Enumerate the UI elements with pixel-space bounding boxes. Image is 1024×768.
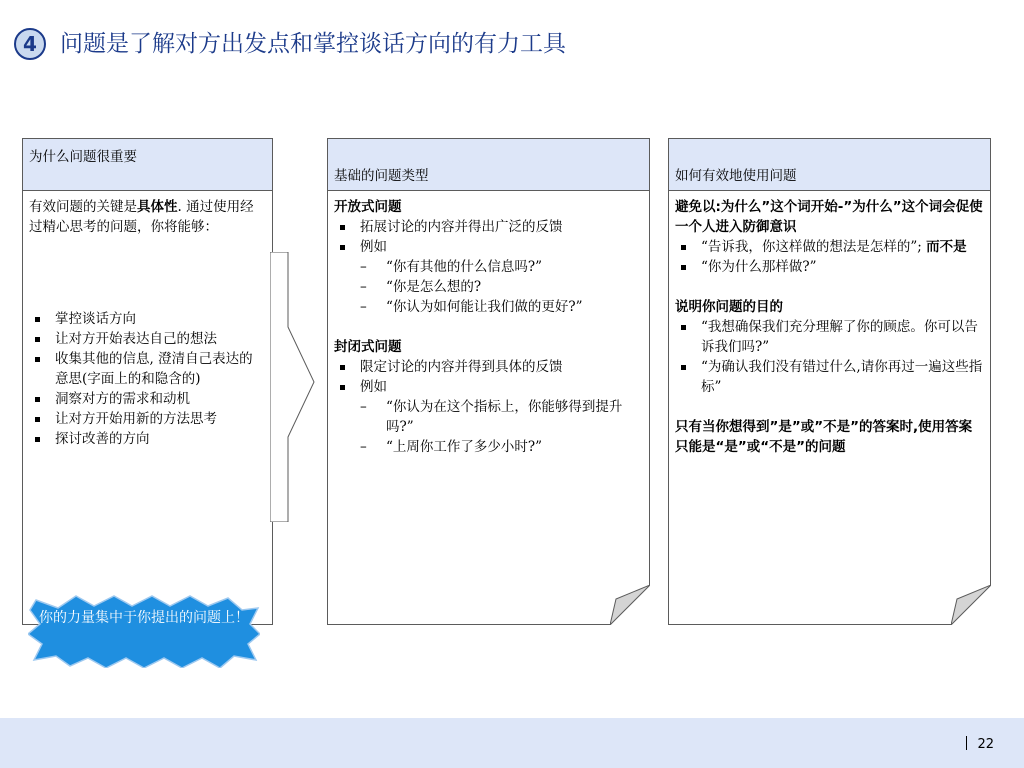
open-questions-list [334,217,643,257]
list-item: 让对方开始用新的方法思考 [29,409,266,429]
footer-bar [0,718,1024,768]
list-item: “告诉我，你这样做的想法是怎样的”; 而不是 [675,237,984,257]
list-item: “我想确保我们充分理解了你的顾虑。你可以告诉我们吗?” [675,317,984,357]
starburst-callout-shape [28,594,260,668]
example-item: – “你有其他的什么信息吗?” [334,257,643,277]
page-number: 22 [966,736,994,752]
closed-questions-list [334,357,643,397]
closing-note: 只有当你想得到”是”或”不是”的答案时,使用答案只能是“是”或“不是”的问题 [675,419,973,455]
page-curl-icon [610,585,650,625]
avoid-why-title: 避免以:为什么”这个词开始-”为什么”这个词会促使一个人进入防御意识 [675,199,983,235]
panel-heading: 基础的问题类型 [328,139,649,191]
list-item: 例如 [334,237,643,257]
example-item: – “你是怎么想的? [334,277,643,297]
closed-examples-list [334,397,643,457]
intro-text: 有效问题的关键是 [29,199,137,215]
slide-title: 问题是了解对方出发点和掌控谈话方向的有力工具 [60,31,566,57]
intro-emphasis: 具体性 [137,199,178,215]
page-curl-icon [951,585,991,625]
purpose-title: 说明你问题的目的 [675,299,783,315]
intro-paragraph [29,197,266,237]
panel-heading: 如何有效地使用问题 [669,139,990,191]
panel-question-types [327,138,650,625]
open-examples-list [334,257,643,317]
section-number-badge: 4 [14,28,46,60]
benefits-list [29,309,266,449]
list-item: 收集其他的信息, 澄清自己表达的意思(字面上的和隐含的) [29,349,266,389]
list-item: 拓展讨论的内容并得出广泛的反馈 [334,217,643,237]
list-item: 让对方开始表达自己的想法 [29,329,266,349]
panel-why-questions-matter [22,138,273,625]
callout-text: 你的力量集中于你提出的问题上！ [39,610,249,626]
chevron-arrow-icon [270,252,316,522]
list-item: 掌控谈话方向 [29,309,266,329]
closed-questions-title: 封闭式问题 [334,339,402,355]
panel-heading: 为什么问题很重要 [23,139,272,191]
list-item: 例如 [334,377,643,397]
avoid-why-list [675,237,984,277]
example-item: – “上周你工作了多少小时?” [334,437,643,457]
list-item: “为确认我们没有错过什么,请你再过一遍这些指标” [675,357,984,397]
example-item: – “你认为在这个指标上，你能够得到提升吗?” [334,397,643,437]
purpose-list [675,317,984,397]
open-questions-title: 开放式问题 [334,199,402,215]
panel-effective-use [668,138,991,625]
example-item: – “你认为如何能让我们做的更好?” [334,297,643,317]
list-item: 限定讨论的内容并得到具体的反馈 [334,357,643,377]
intro-text-end: . 通过使用经过精心思考的问题，你将能够： [29,199,254,235]
list-item: “你为什么那样做?” [675,257,984,277]
list-item: 洞察对方的需求和动机 [29,389,266,409]
list-item: 探讨改善的方向 [29,429,266,449]
